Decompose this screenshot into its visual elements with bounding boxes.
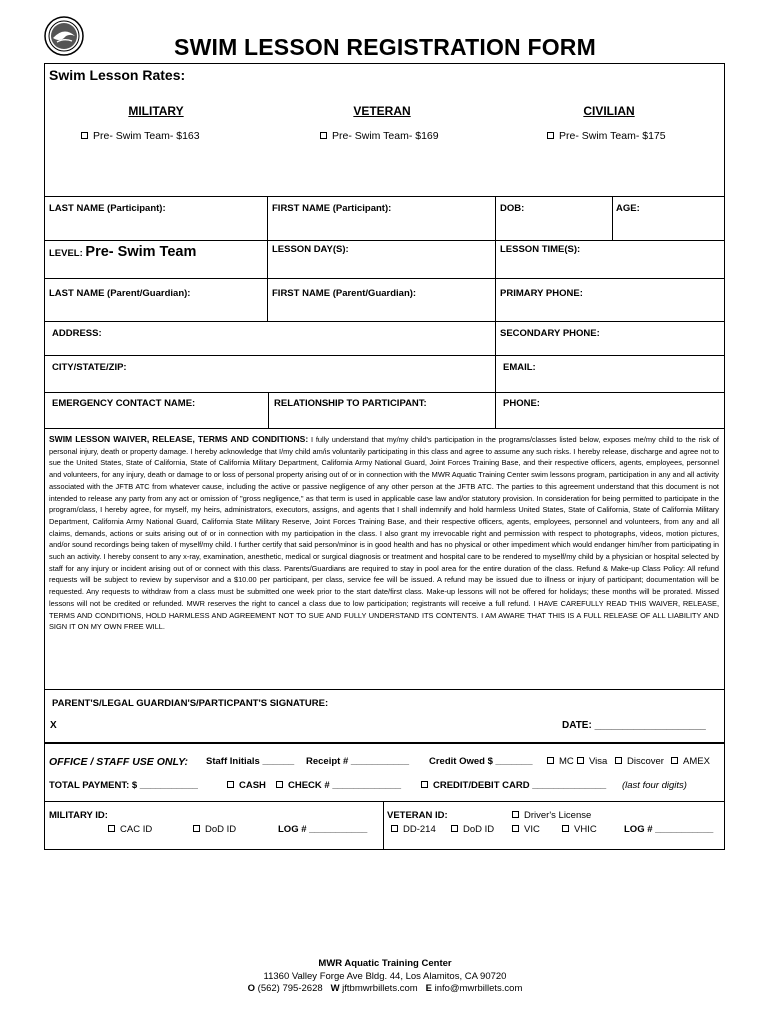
level-field[interactable] <box>49 244 196 260</box>
military-id-label: MILITARY ID: <box>49 810 108 821</box>
relationship-field[interactable]: RELATIONSHIP TO PARTICIPANT: <box>274 398 427 409</box>
footer <box>0 958 770 996</box>
footer-email[interactable]: info@mwrbillets.com <box>434 983 523 994</box>
waiver-text <box>49 434 719 633</box>
office-divider <box>44 742 725 744</box>
address-field[interactable]: ADDRESS: <box>52 328 102 339</box>
checkbox[interactable] <box>320 132 327 139</box>
credit-owed-field[interactable]: Credit Owed $ _______ <box>429 756 533 767</box>
divider <box>44 321 725 322</box>
cash-option[interactable]: CASH <box>227 780 266 791</box>
age-field[interactable]: AGE: <box>616 203 640 214</box>
mc-option[interactable]: MC <box>547 756 574 767</box>
veteran-rate-option[interactable]: Pre- Swim Team- $169 <box>320 130 439 142</box>
log-field-veteran[interactable]: LOG # ___________ <box>624 824 714 835</box>
veteran-id-label: VETERAN ID: <box>387 810 448 821</box>
check-field[interactable]: CHECK # _____________ <box>276 780 401 791</box>
civilian-label: CIVILIAN <box>583 104 635 118</box>
dod-id-option[interactable]: DoD ID <box>193 824 236 835</box>
footer-contact: O (562) 795-2628 W jftbmwrbillets.com E info@mwrbillets.com <box>247 983 523 994</box>
city-state-zip-field[interactable]: CITY/STATE/ZIP: <box>52 362 127 373</box>
waiver-heading: SWIM LESSON WAIVER, RELEASE, TERMS AND CONDITIONS: <box>49 434 309 444</box>
divider <box>44 392 725 393</box>
level-value: Pre- Swim Team <box>85 244 197 260</box>
divider <box>44 689 725 690</box>
checkbox[interactable] <box>547 132 554 139</box>
date-field[interactable]: DATE: ____________________ <box>562 720 706 731</box>
military-label: MILITARY <box>128 104 184 118</box>
guardian-first-name-field[interactable]: FIRST NAME (Parent/Guardian): <box>272 288 417 299</box>
discover-option[interactable]: Discover <box>615 756 664 767</box>
column-line <box>268 392 269 428</box>
emergency-contact-field[interactable]: EMERGENCY CONTACT NAME: <box>52 398 196 409</box>
lesson-time-field[interactable]: LESSON TIME(S): <box>500 244 581 255</box>
emergency-phone-field[interactable]: PHONE: <box>503 398 540 409</box>
footer-phone: (562) 795-2628 <box>257 983 323 994</box>
checkbox[interactable] <box>81 132 88 139</box>
last-four-note: (last four digits) <box>622 780 687 791</box>
divider <box>44 240 725 241</box>
column-line <box>383 801 384 850</box>
receipt-field[interactable]: Receipt # ___________ <box>306 756 409 767</box>
staff-initials-field[interactable]: Staff Initials ______ <box>206 756 295 767</box>
level-label: LEVEL: <box>49 248 83 259</box>
lesson-days-field[interactable]: LESSON DAY(S): <box>272 244 349 255</box>
column-line <box>267 196 268 321</box>
dod-id-veteran-option[interactable]: DoD ID <box>451 824 494 835</box>
divider <box>44 196 725 197</box>
column-line <box>495 196 496 321</box>
drivers-license-option[interactable]: Driver's License <box>512 810 591 821</box>
total-payment-field[interactable]: TOTAL PAYMENT: $ ___________ <box>49 780 198 791</box>
signature-field[interactable]: X <box>50 720 57 731</box>
office-heading: OFFICE / STAFF USE ONLY: <box>49 756 189 768</box>
footer-org-name: MWR Aquatic Training Center <box>318 958 452 969</box>
vic-option[interactable]: VIC <box>512 824 540 835</box>
guardian-last-name-field[interactable]: LAST NAME (Parent/Guardian): <box>49 288 191 299</box>
log-field-military[interactable]: LOG # ___________ <box>278 824 368 835</box>
vhic-option[interactable]: VHIC <box>562 824 597 835</box>
rates-heading: Swim Lesson Rates: <box>49 67 186 83</box>
credit-debit-field[interactable]: CREDIT/DEBIT CARD ______________ <box>421 780 606 791</box>
footer-address: 11360 Valley Forge Ave Bldg. 44, Los Alamitos, CA 90720 <box>263 970 507 982</box>
dob-field[interactable]: DOB: <box>500 203 525 214</box>
divider <box>44 428 725 429</box>
primary-phone-field[interactable]: PRIMARY PHONE: <box>500 288 583 299</box>
amex-option[interactable]: AMEX <box>671 756 710 767</box>
column-line <box>495 321 496 428</box>
cac-id-option[interactable]: CAC ID <box>108 824 152 835</box>
divider <box>44 355 725 356</box>
participant-first-name-field[interactable]: FIRST NAME (Participant): <box>272 203 392 214</box>
divider <box>44 801 725 802</box>
waiver-body: I fully understand that my/my child's participation in the programs/classes listed below, exposes me/my child to the risk of personal injury, death or property damage. I hereby acknowledge that I/my child am/is voluntarily participating in this class and agree to assume any such risks. I hereby release, discharge and agree not to sue the United States, State of California, State of California Military Department, California Army National Guard, Joint Forces Training Base, and their respective officers, agents, employees, personnel and volunteers, for any injury, death or damage to or loss of personal property arising out of or in connection with the MWR Aquatic Training Center swim lessons program, participation in any and all activity associated with the JFTB ATC from whatever cause, including the active or passive negligence of any other person at the JFTB ATC. The parties to this agreement understand that this document is not intended to release any party from any act or omission of "gross negligence," as that term is used in applicable case law and/or statutory provision. In consideration for being permitted to participate in the program/class, I hereby agree, for myself, my heirs, administrators, executors, assigns, and agents that I shall indemnify and hold harmless United States, State of California, State of California Military Department, California Army National Guard, California State Military Reserve, Joint Forces Training Base, and their respective officers, agents, employees, personnel and volunteers, from any and all claims, demands, actions or suits arising out of or in connection with my participation in the class. I also grant my irrevocable right and permission with respect to photographs, videos, motion pictures, and/or sound recordings being taken of myself/my child. I further certify that said person/minor is in good health and has no physical or other impediment which would endanger him/her from participating in such an activity. I hereby consent to any x-ray, examination, anesthetic, medical or surgical diagnosis or treatment and hospital care to be rendered to myself/my child by a physician or hospital selected by staff for any injury or incident arising out of or connect with this class. Parents/Guardians are required to stay in pool area for the entire duration of the class. Refund & Make-up Class Policy: All refund requests will be subject to review by supervisor and a $10.00 per participant, per class, service fee will be issued. A refund may be issued due to illness or injury of participant; documentation will be requested. Any requests to withdraw from a class must be submitted one week prior to the start date/first class. Make-up lessons will not be offered for holidays; these months will be prorated. Missed lessons will not be credited or refunded. MWR reserves the right to cancel a class due to low participation; registrants will receive a full refund. I HAVE CAREFULLY READ THIS WAIVER, RELEASE, TERMS AND CONDITIONS, HOLD HARMLESS AND AGREEMENT NOT TO SUE AND FULLY UNDERSTAND ITS CONTENTS. I AM AWARE THAT THIS IS A FULL RELEASE OF ALL LIABILITY AND SIGN IT ON MY OWN FREE WILL. <box>49 435 719 632</box>
secondary-phone-field[interactable]: SECONDARY PHONE: <box>500 328 600 339</box>
dd214-option[interactable]: DD-214 <box>391 824 436 835</box>
page-title: SWIM LESSON REGISTRATION FORM <box>174 34 596 60</box>
email-field[interactable]: EMAIL: <box>503 362 536 373</box>
civilian-rate-option[interactable]: Pre- Swim Team- $175 <box>547 130 666 142</box>
footer-website[interactable]: jftbmwrbillets.com <box>342 983 418 994</box>
veteran-label: VETERAN <box>353 104 411 118</box>
participant-last-name-field[interactable]: LAST NAME (Participant): <box>49 203 166 214</box>
signature-label: PARENT'S/LEGAL GUARDIAN'S/PARTICPANT'S SIGNATURE: <box>52 698 329 709</box>
visa-option[interactable]: Visa <box>577 756 607 767</box>
divider <box>44 278 725 279</box>
column-line <box>612 196 613 240</box>
military-rate-option[interactable]: Pre- Swim Team- $163 <box>81 130 200 142</box>
